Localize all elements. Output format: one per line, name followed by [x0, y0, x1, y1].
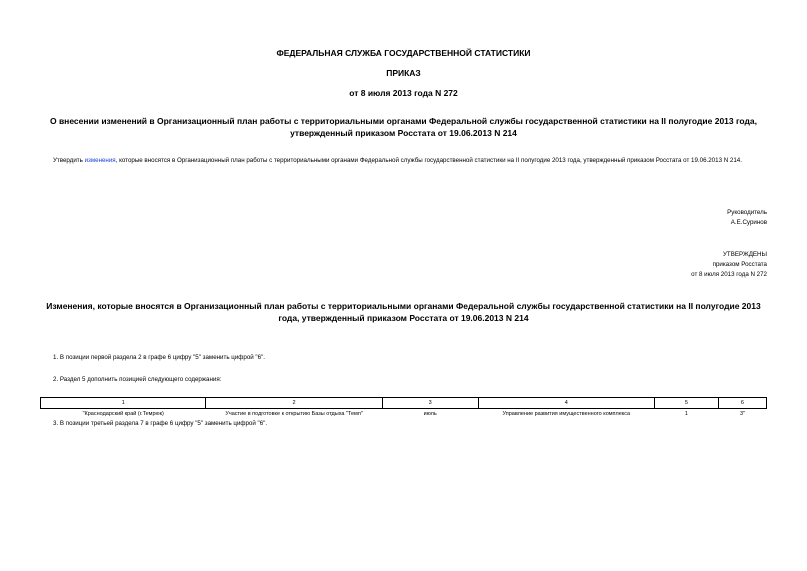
signature-role: Руководитель — [727, 209, 767, 216]
table-header-cell: 2 — [206, 398, 382, 409]
approval-stamp — [691, 250, 767, 280]
approve-paragraph — [40, 155, 767, 166]
addition-table — [40, 397, 767, 419]
change-item-1: 1. В позиции первой раздела 2 в графе 6 цифру "5" заменить цифрой "6". — [53, 354, 265, 361]
approved-line-1: УТВЕРЖДЕНЫ — [723, 251, 767, 258]
table-header-cell: 3 — [382, 398, 478, 409]
order-date: от 8 июля 2013 года N 272 — [349, 88, 458, 98]
changes-link[interactable]: изменения — [84, 157, 116, 164]
approve-text-after: , которые вносятся в Организационный план работы с территориальными органами Федеральной службы государственной статистики на II полугодие 2013 года, утвержденный приказом Росстата от 19.06.2013 N 214. — [115, 157, 742, 164]
changes-title: Изменения, которые вносятся в Организационный план работы с территориальными органами Федеральной службы государственной статистики на II полугодие 2013 года, утвержденный приказом Росстата от 19.06.2013 N 214 — [46, 301, 761, 323]
change-item-3: 3. В позиции третьей раздела 7 в графе 6 цифру "5" заменить цифрой "6". — [53, 420, 268, 427]
table-cell: 1 — [684, 411, 688, 417]
agency-heading: ФЕДЕРАЛЬНАЯ СЛУЖБА ГОСУДАРСТВЕННОЙ СТАТИСТИКИ — [276, 48, 531, 58]
change-item-2: 2. Раздел 5 дополнить позицией следующего содержания: — [53, 376, 222, 383]
approved-line-3: от 8 июля 2013 года N 272 — [691, 271, 767, 278]
signature-name: А.Е.Суринов — [730, 219, 767, 226]
table-header-cell: 5 — [654, 398, 718, 409]
table-cell: "Краснодарский край (г.Темрюк) — [82, 411, 164, 417]
table-cell: Участие в подготовке к открытию Базы отдыха "Темп" — [225, 411, 363, 417]
table-cell: 3" — [739, 411, 745, 417]
table-cell: Управление развития имущественного комплекса — [502, 411, 631, 417]
table-header-row — [41, 398, 767, 409]
table-header-cell: 6 — [718, 398, 766, 409]
table-header-cell: 4 — [478, 398, 654, 409]
order-heading: ПРИКАЗ — [386, 68, 421, 78]
signature-block — [727, 208, 767, 228]
table-row — [41, 409, 767, 420]
approve-text-before: Утвердить — [53, 157, 85, 164]
table-cell: июль — [423, 411, 437, 417]
order-title: О внесении изменений в Организационный план работы с территориальными органами Федеральной службы государственной статистики на II полугодие 2013 года, утвержденный приказом Росстата от 19.06.2013 N 214 — [49, 116, 757, 138]
approved-line-2: приказом Росстата — [712, 261, 767, 268]
table-header-cell: 1 — [41, 398, 206, 409]
